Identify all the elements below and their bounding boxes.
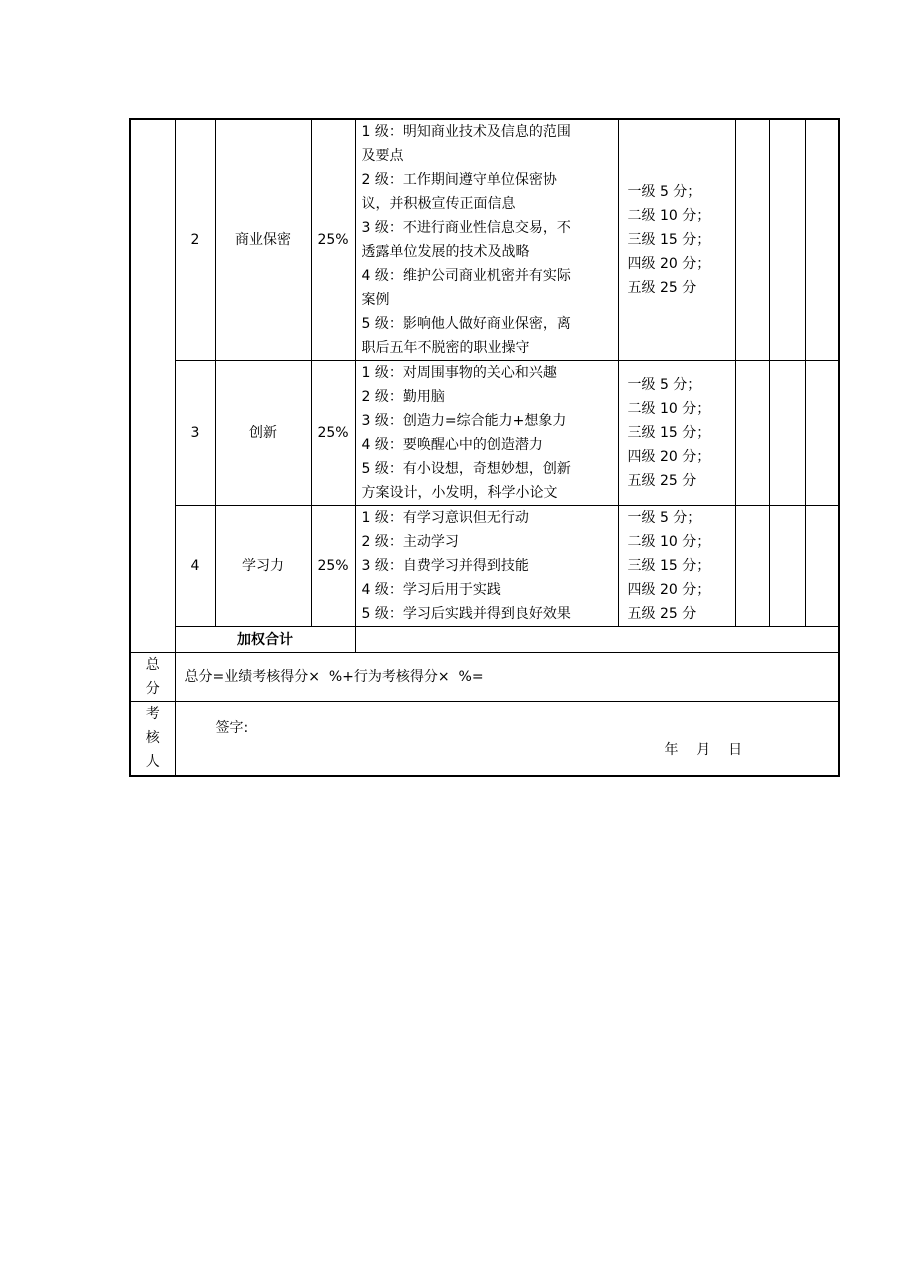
score-line: 一级 5 分； <box>627 510 702 526</box>
total-label-char: 总 <box>145 657 160 673</box>
total-row <box>130 653 839 702</box>
score-line: 五级 25 分 <box>627 280 697 296</box>
criteria-line: 案例 <box>361 292 390 308</box>
criteria-line: 5 级：学习后实践并得到良好效果 <box>361 606 571 622</box>
empty-cell <box>805 119 839 361</box>
reviewer-label-char: 核 <box>145 730 160 747</box>
total-formula: 总分=业绩考核得分× %+行为考核得分× %= <box>175 653 839 702</box>
empty-cell <box>769 119 805 361</box>
reviewer-label-char: 考 <box>145 706 160 723</box>
score-line: 三级 15 分； <box>627 425 711 441</box>
score-cell <box>618 506 735 627</box>
reviewer-label <box>130 702 175 776</box>
score-line: 二级 10 分； <box>627 534 711 550</box>
criteria-line: 职后五年不脱密的职业操守 <box>361 340 530 356</box>
score-line: 四级 20 分； <box>627 256 711 272</box>
score-line: 三级 15 分； <box>627 558 711 574</box>
criteria-line: 5 级：影响他人做好商业保密，离 <box>361 316 571 332</box>
score-line: 二级 10 分； <box>627 208 711 224</box>
total-label <box>130 653 175 702</box>
reviewer-row <box>130 702 839 776</box>
item-weight: 25% <box>311 506 355 627</box>
item-weight: 25% <box>311 119 355 361</box>
criteria-line: 2 级：工作期间遵守单位保密协 <box>361 172 557 188</box>
criteria-cell <box>355 361 618 506</box>
item-name: 学习力 <box>215 506 311 627</box>
criteria-line: 1 级：有学习意识但无行动 <box>361 510 529 526</box>
score-line: 一级 5 分； <box>627 377 702 393</box>
criteria-line: 透露单位发展的技术及战略 <box>361 244 530 260</box>
table-row <box>130 506 839 627</box>
table-row <box>130 119 839 361</box>
criteria-line: 2 级：主动学习 <box>361 534 459 550</box>
signature-label: 签字: <box>215 720 249 736</box>
reviewer-label-char: 人 <box>145 754 160 771</box>
score-cell <box>618 361 735 506</box>
criteria-line: 及要点 <box>361 148 404 164</box>
criteria-line: 1 级：对周围事物的关心和兴趣 <box>361 365 557 381</box>
empty-cell <box>769 361 805 506</box>
score-line: 四级 20 分； <box>627 449 711 465</box>
score-cell <box>618 119 735 361</box>
criteria-line: 3 级：自费学习并得到技能 <box>361 558 529 574</box>
empty-cell <box>735 506 769 627</box>
criteria-line: 3 级：创造力=综合能力+想象力 <box>361 413 567 429</box>
item-number: 4 <box>175 506 215 627</box>
criteria-cell <box>355 506 618 627</box>
item-name: 商业保密 <box>215 119 311 361</box>
score-line: 四级 20 分； <box>627 582 711 598</box>
weighted-total-row <box>130 627 839 653</box>
empty-cell <box>735 119 769 361</box>
score-line: 二级 10 分； <box>627 401 711 417</box>
weighted-total-label: 加权合计 <box>175 627 355 653</box>
item-number: 3 <box>175 361 215 506</box>
signature-date: 年 月 日 <box>664 742 743 758</box>
weighted-total-value <box>355 627 839 653</box>
item-weight: 25% <box>311 361 355 506</box>
score-line: 五级 25 分 <box>627 606 697 622</box>
item-number: 2 <box>175 119 215 361</box>
table-row <box>130 361 839 506</box>
empty-cell <box>805 506 839 627</box>
criteria-line: 5 级：有小设想，奇想妙想，创新 <box>361 461 571 477</box>
score-line: 五级 25 分 <box>627 473 697 489</box>
empty-cell <box>769 506 805 627</box>
criteria-line: 4 级：维护公司商业机密并有实际 <box>361 268 571 284</box>
criteria-line: 议，并积极宣传正面信息 <box>361 196 516 212</box>
empty-cell <box>735 361 769 506</box>
criteria-line: 2 级：勤用脑 <box>361 389 445 405</box>
empty-cell <box>805 361 839 506</box>
category-cell <box>130 119 175 653</box>
criteria-line: 4 级：要唤醒心中的创造潜力 <box>361 437 543 453</box>
score-line: 三级 15 分； <box>627 232 711 248</box>
criteria-line: 4 级：学习后用于实践 <box>361 582 501 598</box>
score-line: 一级 5 分； <box>627 184 702 200</box>
criteria-line: 方案设计，小发明，科学小论文 <box>361 485 558 501</box>
criteria-line: 3 级：不进行商业性信息交易，不 <box>361 220 571 236</box>
criteria-line: 1 级：明知商业技术及信息的范围 <box>361 124 571 140</box>
item-name: 创新 <box>215 361 311 506</box>
criteria-cell <box>355 119 618 361</box>
signature-cell <box>175 702 839 776</box>
evaluation-table <box>129 118 840 777</box>
total-label-char: 分 <box>145 681 160 697</box>
